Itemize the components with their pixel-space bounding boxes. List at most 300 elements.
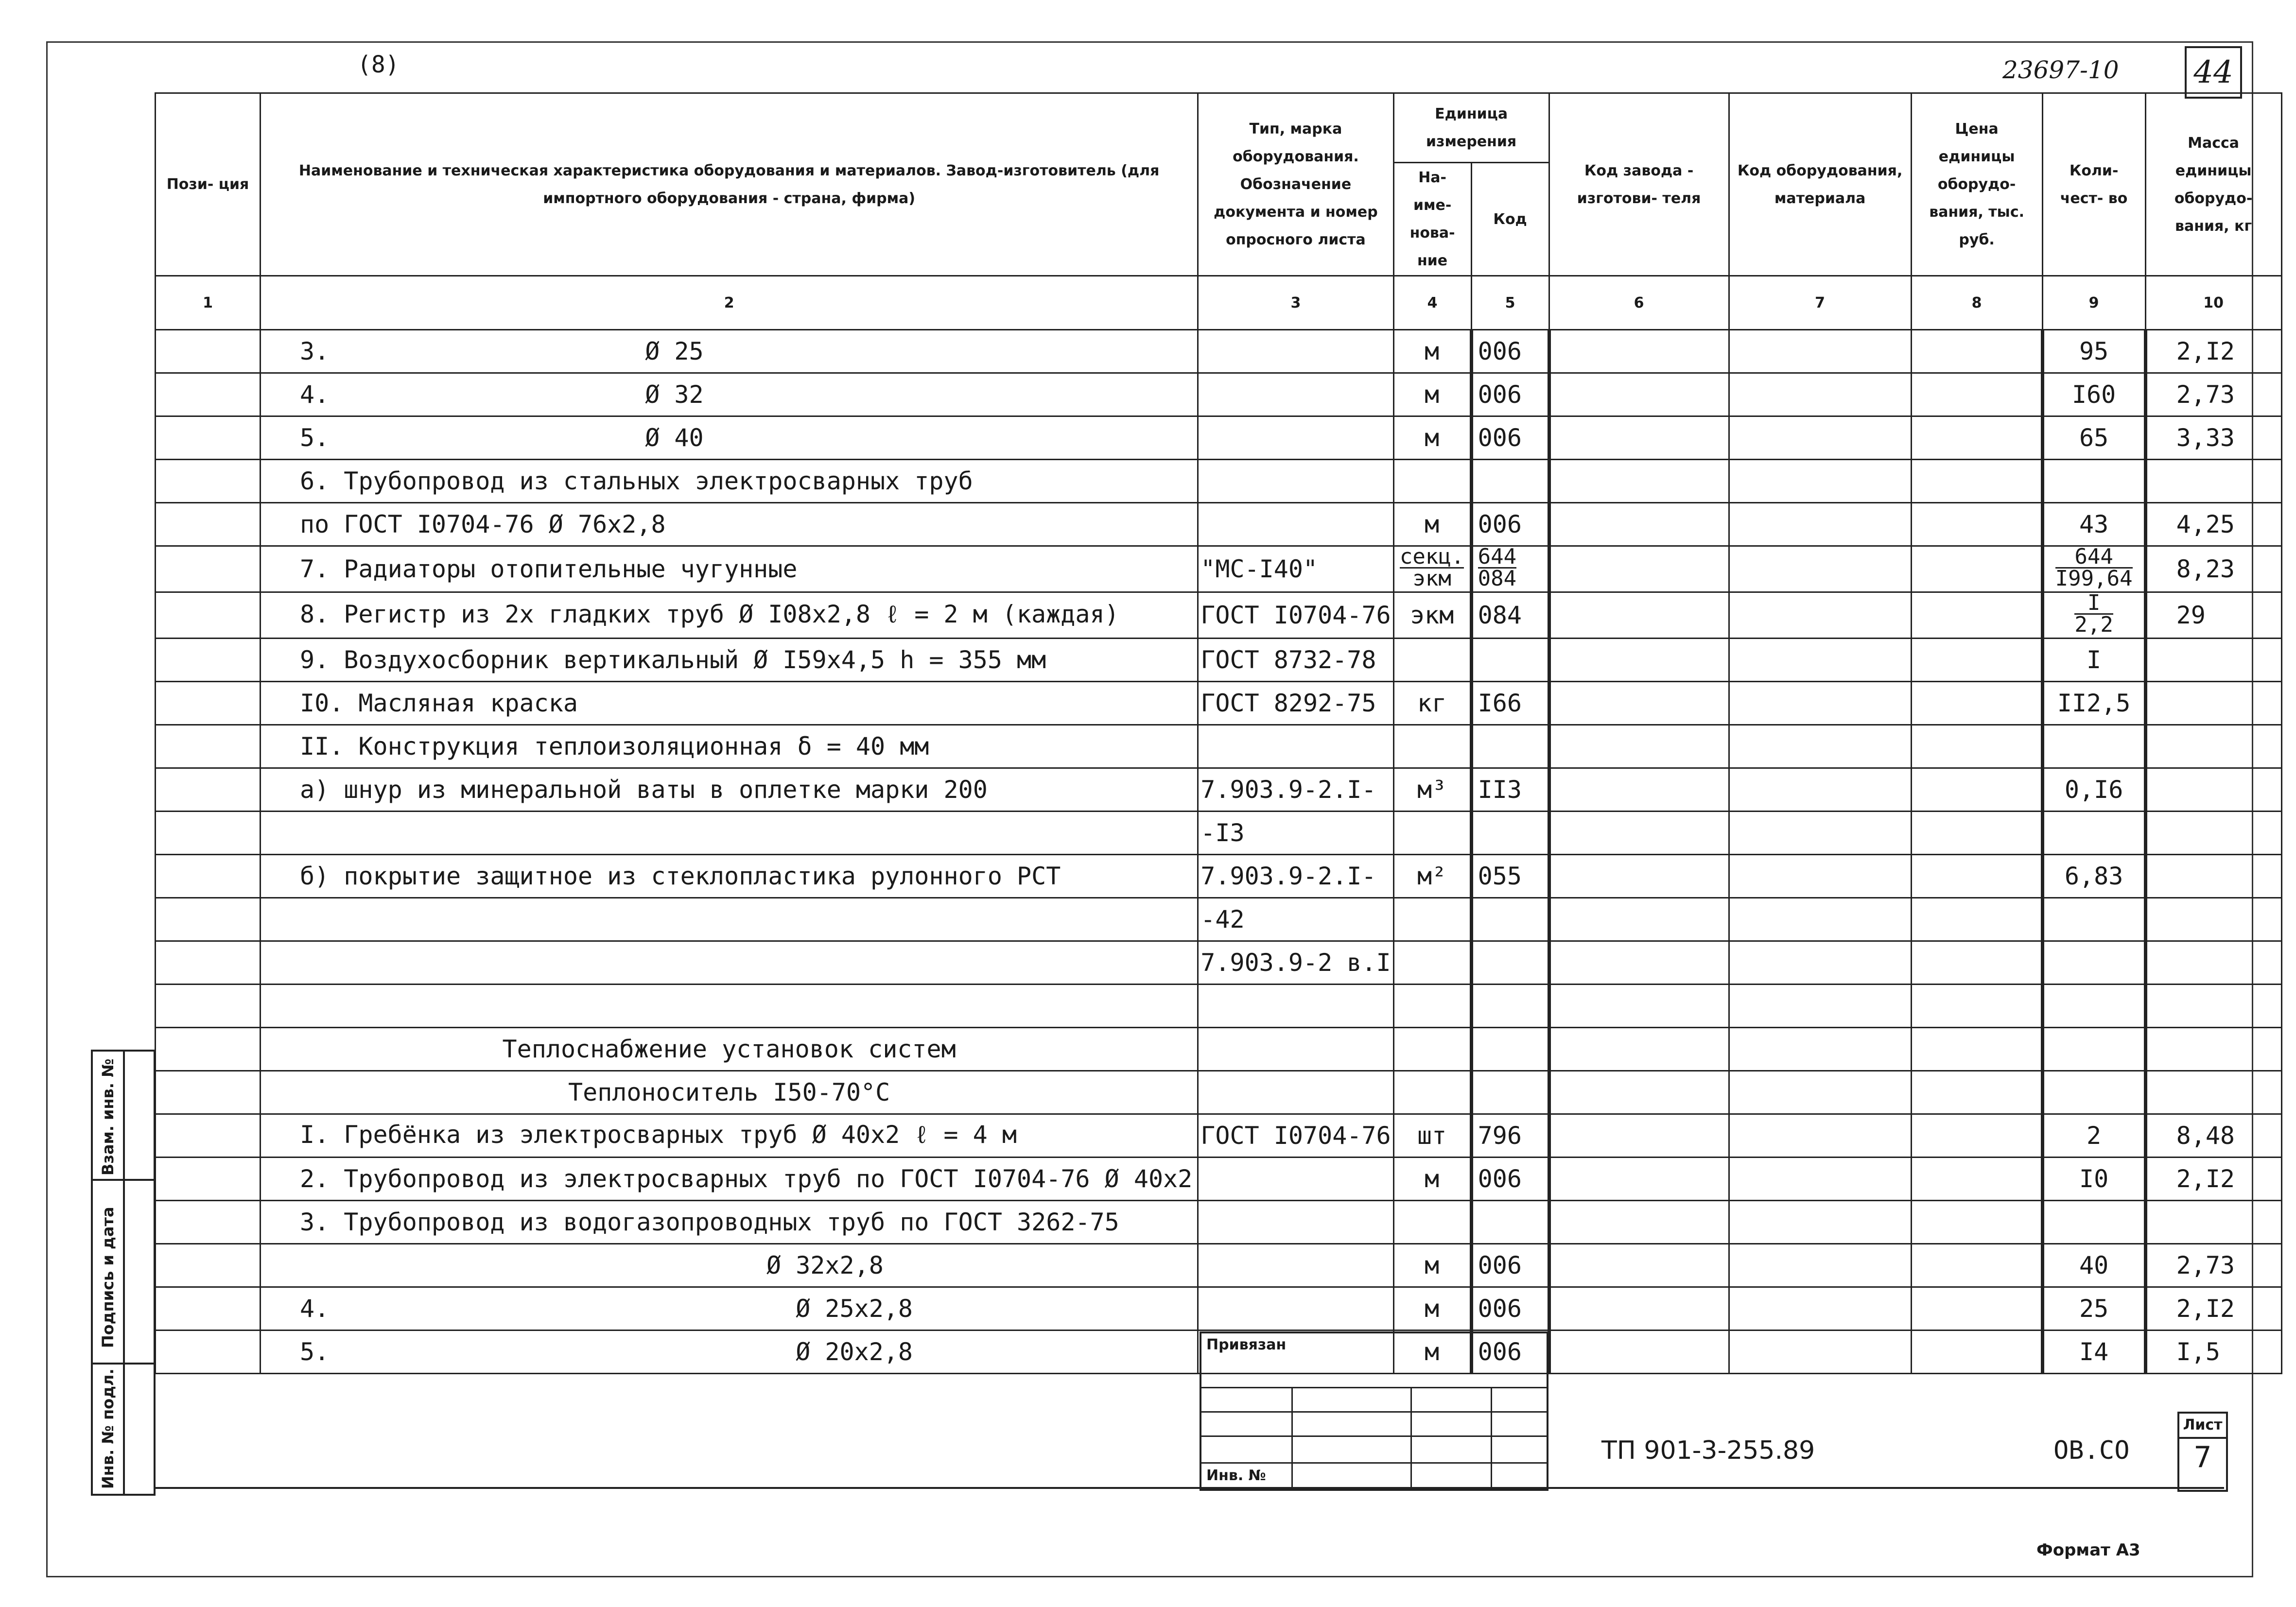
cell-unit [1393,941,1471,984]
cell-eq [1729,941,1911,984]
cell-plant [1549,811,1729,854]
quantity-top: 644 [2055,547,2133,569]
cell-plant [1549,1071,1729,1114]
cell-code: II3 [1471,768,1549,811]
cell-code: 006 [1471,373,1549,416]
cell-eq [1729,1157,1911,1200]
cell-pos [156,1330,261,1373]
cell-quantity: 0,I6 [2042,768,2145,811]
col-header-type: Тип, марка оборудования. Обозначение документа и номер опросного листа [1198,93,1393,276]
cell-code: 006 [1471,1157,1549,1200]
cell-unit [1393,1071,1471,1114]
cell-quantity [2042,1200,2145,1244]
cell-eq [1729,681,1911,725]
cell-mass [2145,1027,2281,1071]
cell-code: 006 [1471,1287,1549,1330]
col-number: 4 [1393,276,1471,330]
cell-pos [156,725,261,768]
cell-pos [156,546,261,592]
cell-eq [1729,1071,1911,1114]
col-header-price: Цена единицы оборудо- вания, тыс. руб. [1911,93,2042,276]
cell-quantity: 2 [2042,1114,2145,1157]
cell-mass: 2,73 [2145,373,2281,416]
table-row [156,592,2282,638]
cell-unit: м² [1393,854,1471,898]
cell-quantity: I0 [2042,1157,2145,1200]
cell-name: I. Гребёнка из электросварных труб Ø 40x2 ℓ = 4 м [261,1114,1198,1157]
cell-pos [156,1114,261,1157]
unit-top: секц. [1399,546,1464,569]
stamp-line [1201,1435,1547,1437]
cell-plant [1549,1287,1729,1330]
stamp-line [1201,1387,1547,1388]
cell-plant [1549,1244,1729,1287]
cell-code [1471,460,1549,503]
table-row [156,546,2282,592]
cell-eq [1729,984,1911,1027]
stamp-vline [1410,1387,1412,1489]
cell-mass [2145,984,2281,1027]
cell-quantity: 40 [2042,1244,2145,1287]
unit-fraction [1400,547,1464,589]
cell-type: -I3 [1198,811,1393,854]
cell-pos [156,1200,261,1244]
cell-plant [1549,1027,1729,1071]
cell-code [1471,984,1549,1027]
code-fraction [1478,547,1516,589]
side-divider [93,1363,154,1365]
cell-type [1198,416,1393,460]
cell-type: 7.903.9-2 в.I [1198,941,1393,984]
cell-plant [1549,681,1729,725]
cell-unit [1393,638,1471,681]
cell-type [1198,373,1393,416]
cell-type [1198,460,1393,503]
side-label-replace-inv: Взам. инв. № [99,1058,117,1175]
cell-type: -42 [1198,898,1393,941]
table-row [156,373,2282,416]
cell-type [1198,1200,1393,1244]
cell-eq [1729,811,1911,854]
stamp-line [1201,1411,1547,1413]
cell-type: "МС-I40" [1198,546,1393,592]
cell-price [1911,1287,2042,1330]
cell-pos [156,941,261,984]
cell-quantity: 65 [2042,416,2145,460]
cell-pos [156,1027,261,1071]
cell-quantity: 6,83 [2042,854,2145,898]
cell-eq [1729,330,1911,373]
cell-quantity [2042,1071,2145,1114]
cell-plant [1549,330,1729,373]
item-number: 4. [300,1294,330,1323]
cell-quantity: 43 [2042,503,2145,546]
cell-unit [1393,460,1471,503]
cell-price [1911,638,2042,681]
cell-eq [1729,503,1911,546]
cell-pos [156,768,261,811]
col-header-unit-code: Код [1471,163,1549,276]
cell-name: 7. Радиаторы отопительные чугунные [261,546,1198,592]
cell-mass: I,5 [2145,1330,2281,1373]
cell-pos [156,592,261,638]
cell-unit [1393,1027,1471,1071]
cell-mass [2145,1200,2281,1244]
cell-plant [1549,1114,1729,1157]
cell-type: ГОСТ I0704-76 [1198,592,1393,638]
cell-eq [1729,768,1911,811]
cell-code: 796 [1471,1114,1549,1157]
cell-unit: м [1393,1157,1471,1200]
cell-mass: 2,I2 [2145,1157,2281,1200]
cell-price [1911,416,2042,460]
cell-name [261,898,1198,941]
cell-quantity: II2,5 [2042,681,2145,725]
cell-mass: 29 [2145,592,2281,638]
table-row [156,1287,2282,1330]
cell-mass [2145,898,2281,941]
cell-eq [1729,854,1911,898]
cell-mass [2145,941,2281,984]
cell-mass: 2,73 [2145,1244,2281,1287]
cell-mass [2145,725,2281,768]
col-number: 5 [1471,276,1549,330]
stamp-line [1201,1462,1547,1464]
item-diameter: Ø 32x2,8 [766,1251,884,1279]
table-row [156,638,2282,681]
cell-code [1471,1200,1549,1244]
cell-eq [1729,725,1911,768]
cell-name [261,416,1198,460]
col-number: 3 [1198,276,1393,330]
bottom-border [155,1487,2224,1489]
side-stamp [91,1050,156,1496]
cell-unit: м [1393,373,1471,416]
cell-code [1471,941,1549,984]
col-number: 7 [1729,276,1911,330]
cell-pos [156,681,261,725]
cell-price [1911,1244,2042,1287]
cell-eq [1729,1114,1911,1157]
item-diameter: Ø 20x2,8 [796,1337,913,1366]
col-header-quantity: Коли- чест- во [2042,93,2145,276]
cell-mass [2145,768,2281,811]
table-row [156,898,2282,941]
cell-price [1911,592,2042,638]
table-row [156,811,2282,854]
code-top: 644 [1478,546,1517,569]
cell-mass: 2,I2 [2145,1287,2281,1330]
table-row [156,1027,2282,1071]
cell-name: 3. Трубопровод из водогазопроводных труб по ГОСТ 3262-75 [261,1200,1198,1244]
cell-code [1471,638,1549,681]
specification-table [155,92,2282,1374]
col-header-unit-group: Единица измерения [1393,93,1549,163]
cell-name: 6. Трубопровод из стальных электросварных труб [261,460,1198,503]
cell-price [1911,1071,2042,1114]
cell-unit: кг [1393,681,1471,725]
cell-eq [1729,1244,1911,1287]
cell-type [1198,1027,1393,1071]
table-row [156,1200,2282,1244]
cell-code: 055 [1471,854,1549,898]
sheet-number-box: 44 [2185,46,2242,99]
cell-code: 006 [1471,1244,1549,1287]
cell-eq [1729,1027,1911,1071]
col-number: 1 [156,276,261,330]
cell-code [1471,546,1549,592]
list-label: Лист [2179,1414,2226,1439]
cell-plant [1549,373,1729,416]
table-row [156,1244,2282,1287]
side-divider [93,1179,154,1181]
cell-code: 006 [1471,1330,1549,1373]
cell-name [261,941,1198,984]
cell-quantity [2042,811,2145,854]
col-number: 6 [1549,276,1729,330]
cell-unit [1393,725,1471,768]
cell-eq [1729,1330,1911,1373]
cell-eq [1729,460,1911,503]
cell-type [1198,1157,1393,1200]
cell-pos [156,1287,261,1330]
cell-name [261,1330,1198,1373]
cell-price [1911,330,2042,373]
specification-body [156,330,2282,1374]
item-diameter: Ø 32 [645,380,704,409]
table-row [156,854,2282,898]
cell-quantity: 25 [2042,1287,2145,1330]
unit-bottom: экм [1412,566,1451,591]
cell-price [1911,898,2042,941]
col-header-plant-code: Код завода - изготови- теля [1549,93,1729,276]
col-number: 9 [2042,276,2145,330]
cell-plant [1549,460,1729,503]
cell-eq [1729,1287,1911,1330]
col-number: 8 [1911,276,2042,330]
col-header-mass: Масса единицы оборудо- вания, кг [2145,93,2281,276]
cell-eq [1729,416,1911,460]
cell-type: 7.903.9-2.I- [1198,854,1393,898]
cell-unit [1393,898,1471,941]
cell-quantity [2042,941,2145,984]
item-number: 5. [300,424,330,452]
cell-pos [156,1071,261,1114]
cell-plant [1549,768,1729,811]
cell-price [1911,941,2042,984]
quantity-top: I [2074,593,2113,615]
cell-pos [156,460,261,503]
item-diameter: Ø 25x2,8 [796,1294,913,1323]
cell-price [1911,984,2042,1027]
stamp-bound-label: Привязан [1206,1336,1287,1353]
cell-name [261,811,1198,854]
item-number: 3. [300,337,330,365]
table-row [156,460,2282,503]
cell-type: 7.903.9-2.I- [1198,768,1393,811]
cell-unit: м³ [1393,768,1471,811]
cell-pos [156,854,261,898]
cell-price [1911,1200,2042,1244]
cell-eq [1729,546,1911,592]
table-row [156,330,2282,373]
cell-price [1911,546,2042,592]
cell-type [1198,1071,1393,1114]
cell-plant [1549,1330,1729,1373]
cell-price [1911,811,2042,854]
cell-code: I66 [1471,681,1549,725]
cell-plant [1549,854,1729,898]
cell-price [1911,1330,2042,1373]
cell-unit [1393,984,1471,1027]
cell-type [1198,330,1393,373]
cell-pos [156,503,261,546]
cell-quantity: I60 [2042,373,2145,416]
document-code: 23697-10 [2002,56,2119,84]
table-row [156,1157,2282,1200]
cell-type [1198,1287,1393,1330]
cell-name: б) покрытие защитное из стеклопластика рулонного РСТ [261,854,1198,898]
cell-mass [2145,460,2281,503]
cell-price [1911,1157,2042,1200]
cell-price [1911,1114,2042,1157]
cell-type: ГОСТ 8732-78 [1198,638,1393,681]
cell-price [1911,768,2042,811]
table-row [156,503,2282,546]
cell-pos [156,373,261,416]
project-code: ТП 901-3-255.89 [1601,1436,1815,1465]
cell-pos [156,1157,261,1200]
cell-price [1911,854,2042,898]
cell-plant [1549,546,1729,592]
cell-plant [1549,898,1729,941]
cell-name [261,984,1198,1027]
cell-quantity: I [2042,638,2145,681]
cell-mass [2145,681,2281,725]
top-page-number: (8) [357,51,400,78]
quantity-fraction [2074,593,2113,635]
list-box [2177,1412,2228,1492]
col-header-unit-name: На- име- нова- ние [1393,163,1471,276]
cell-quantity [2042,546,2145,592]
cell-type [1198,503,1393,546]
cell-mass [2145,1071,2281,1114]
cell-quantity: 95 [2042,330,2145,373]
project-mark: ОВ.СО [2053,1436,2130,1465]
cell-mass: 3,33 [2145,416,2281,460]
cell-pos [156,898,261,941]
cell-pos [156,330,261,373]
cell-quantity: I4 [2042,1330,2145,1373]
cell-name [261,330,1198,373]
cell-quantity [2042,1027,2145,1071]
list-number: 7 [2193,1440,2212,1474]
cell-mass: 4,25 [2145,503,2281,546]
cell-unit [1393,546,1471,592]
cell-code: 006 [1471,503,1549,546]
cell-unit: м [1393,1330,1471,1373]
cell-plant [1549,503,1729,546]
cell-name: по ГОСТ I0704-76 Ø 76x2,8 [261,503,1198,546]
cell-quantity [2042,725,2145,768]
cell-plant [1549,1157,1729,1200]
table-row [156,725,2282,768]
cell-plant [1549,592,1729,638]
table-row [156,1114,2282,1157]
col-header-name: Наименование и техническая характеристика оборудования и материалов. Завод-изготовитель (для импортного оборудования - страна, фирма) [261,93,1198,276]
cell-quantity [2042,592,2145,638]
col-header-equipment-code: Код оборудования, материала [1729,93,1911,276]
cell-plant [1549,416,1729,460]
table-row [156,416,2282,460]
cell-unit [1393,1200,1471,1244]
cell-code [1471,725,1549,768]
side-label-original-inv: Инв. № подл. [99,1368,117,1489]
cell-unit: м [1393,503,1471,546]
cell-name: 9. Воздухосборник вертикальный Ø I59x4,5 h = 355 мм [261,638,1198,681]
cell-code [1471,1027,1549,1071]
cell-price [1911,460,2042,503]
cell-name [261,373,1198,416]
col-header-position: Пози- ция [156,93,261,276]
cell-quantity [2042,460,2145,503]
cell-plant [1549,941,1729,984]
cell-name [261,1244,1198,1287]
stamp-vline [1491,1387,1492,1489]
cell-mass: 2,I2 [2145,330,2281,373]
item-diameter: Ø 25 [645,337,704,365]
cell-name: 2. Трубопровод из электросварных труб по ГОСТ I0704-76 Ø 40x2 [261,1157,1198,1200]
cell-type: ГОСТ 8292-75 [1198,681,1393,725]
side-label-signature-date: Подпись и дата [99,1207,117,1348]
cell-unit: м [1393,1244,1471,1287]
item-diameter: Ø 40 [645,424,704,452]
table-row [156,768,2282,811]
stamp-vline [1291,1387,1293,1489]
cell-mass [2145,811,2281,854]
cell-eq [1729,1200,1911,1244]
cell-name: II. Конструкция теплоизоляционная δ = 40 мм [261,725,1198,768]
quantity-bottom: I99,64 [2055,566,2133,591]
cell-pos [156,638,261,681]
cell-unit: экм [1393,592,1471,638]
cell-name: Теплоноситель I50-70°С [261,1071,1198,1114]
cell-mass [2145,638,2281,681]
cell-plant [1549,984,1729,1027]
cell-unit: м [1393,330,1471,373]
cell-eq [1729,898,1911,941]
table-row [156,1071,2282,1114]
cell-unit: м [1393,1287,1471,1330]
cell-price [1911,1027,2042,1071]
cell-code [1471,898,1549,941]
format-label: Формат А3 [2036,1540,2140,1560]
cell-type [1198,725,1393,768]
cell-quantity [2042,898,2145,941]
stamp-inv-label: Инв. № [1206,1467,1266,1484]
cell-mass: 8,23 [2145,546,2281,592]
table-row [156,984,2282,1027]
cell-eq [1729,638,1911,681]
table-row [156,681,2282,725]
cell-pos [156,1244,261,1287]
cell-type [1198,1244,1393,1287]
cell-price [1911,373,2042,416]
cell-mass: 8,48 [2145,1114,2281,1157]
cell-price [1911,725,2042,768]
cell-name: I0. Масляная краска [261,681,1198,725]
cell-plant [1549,638,1729,681]
